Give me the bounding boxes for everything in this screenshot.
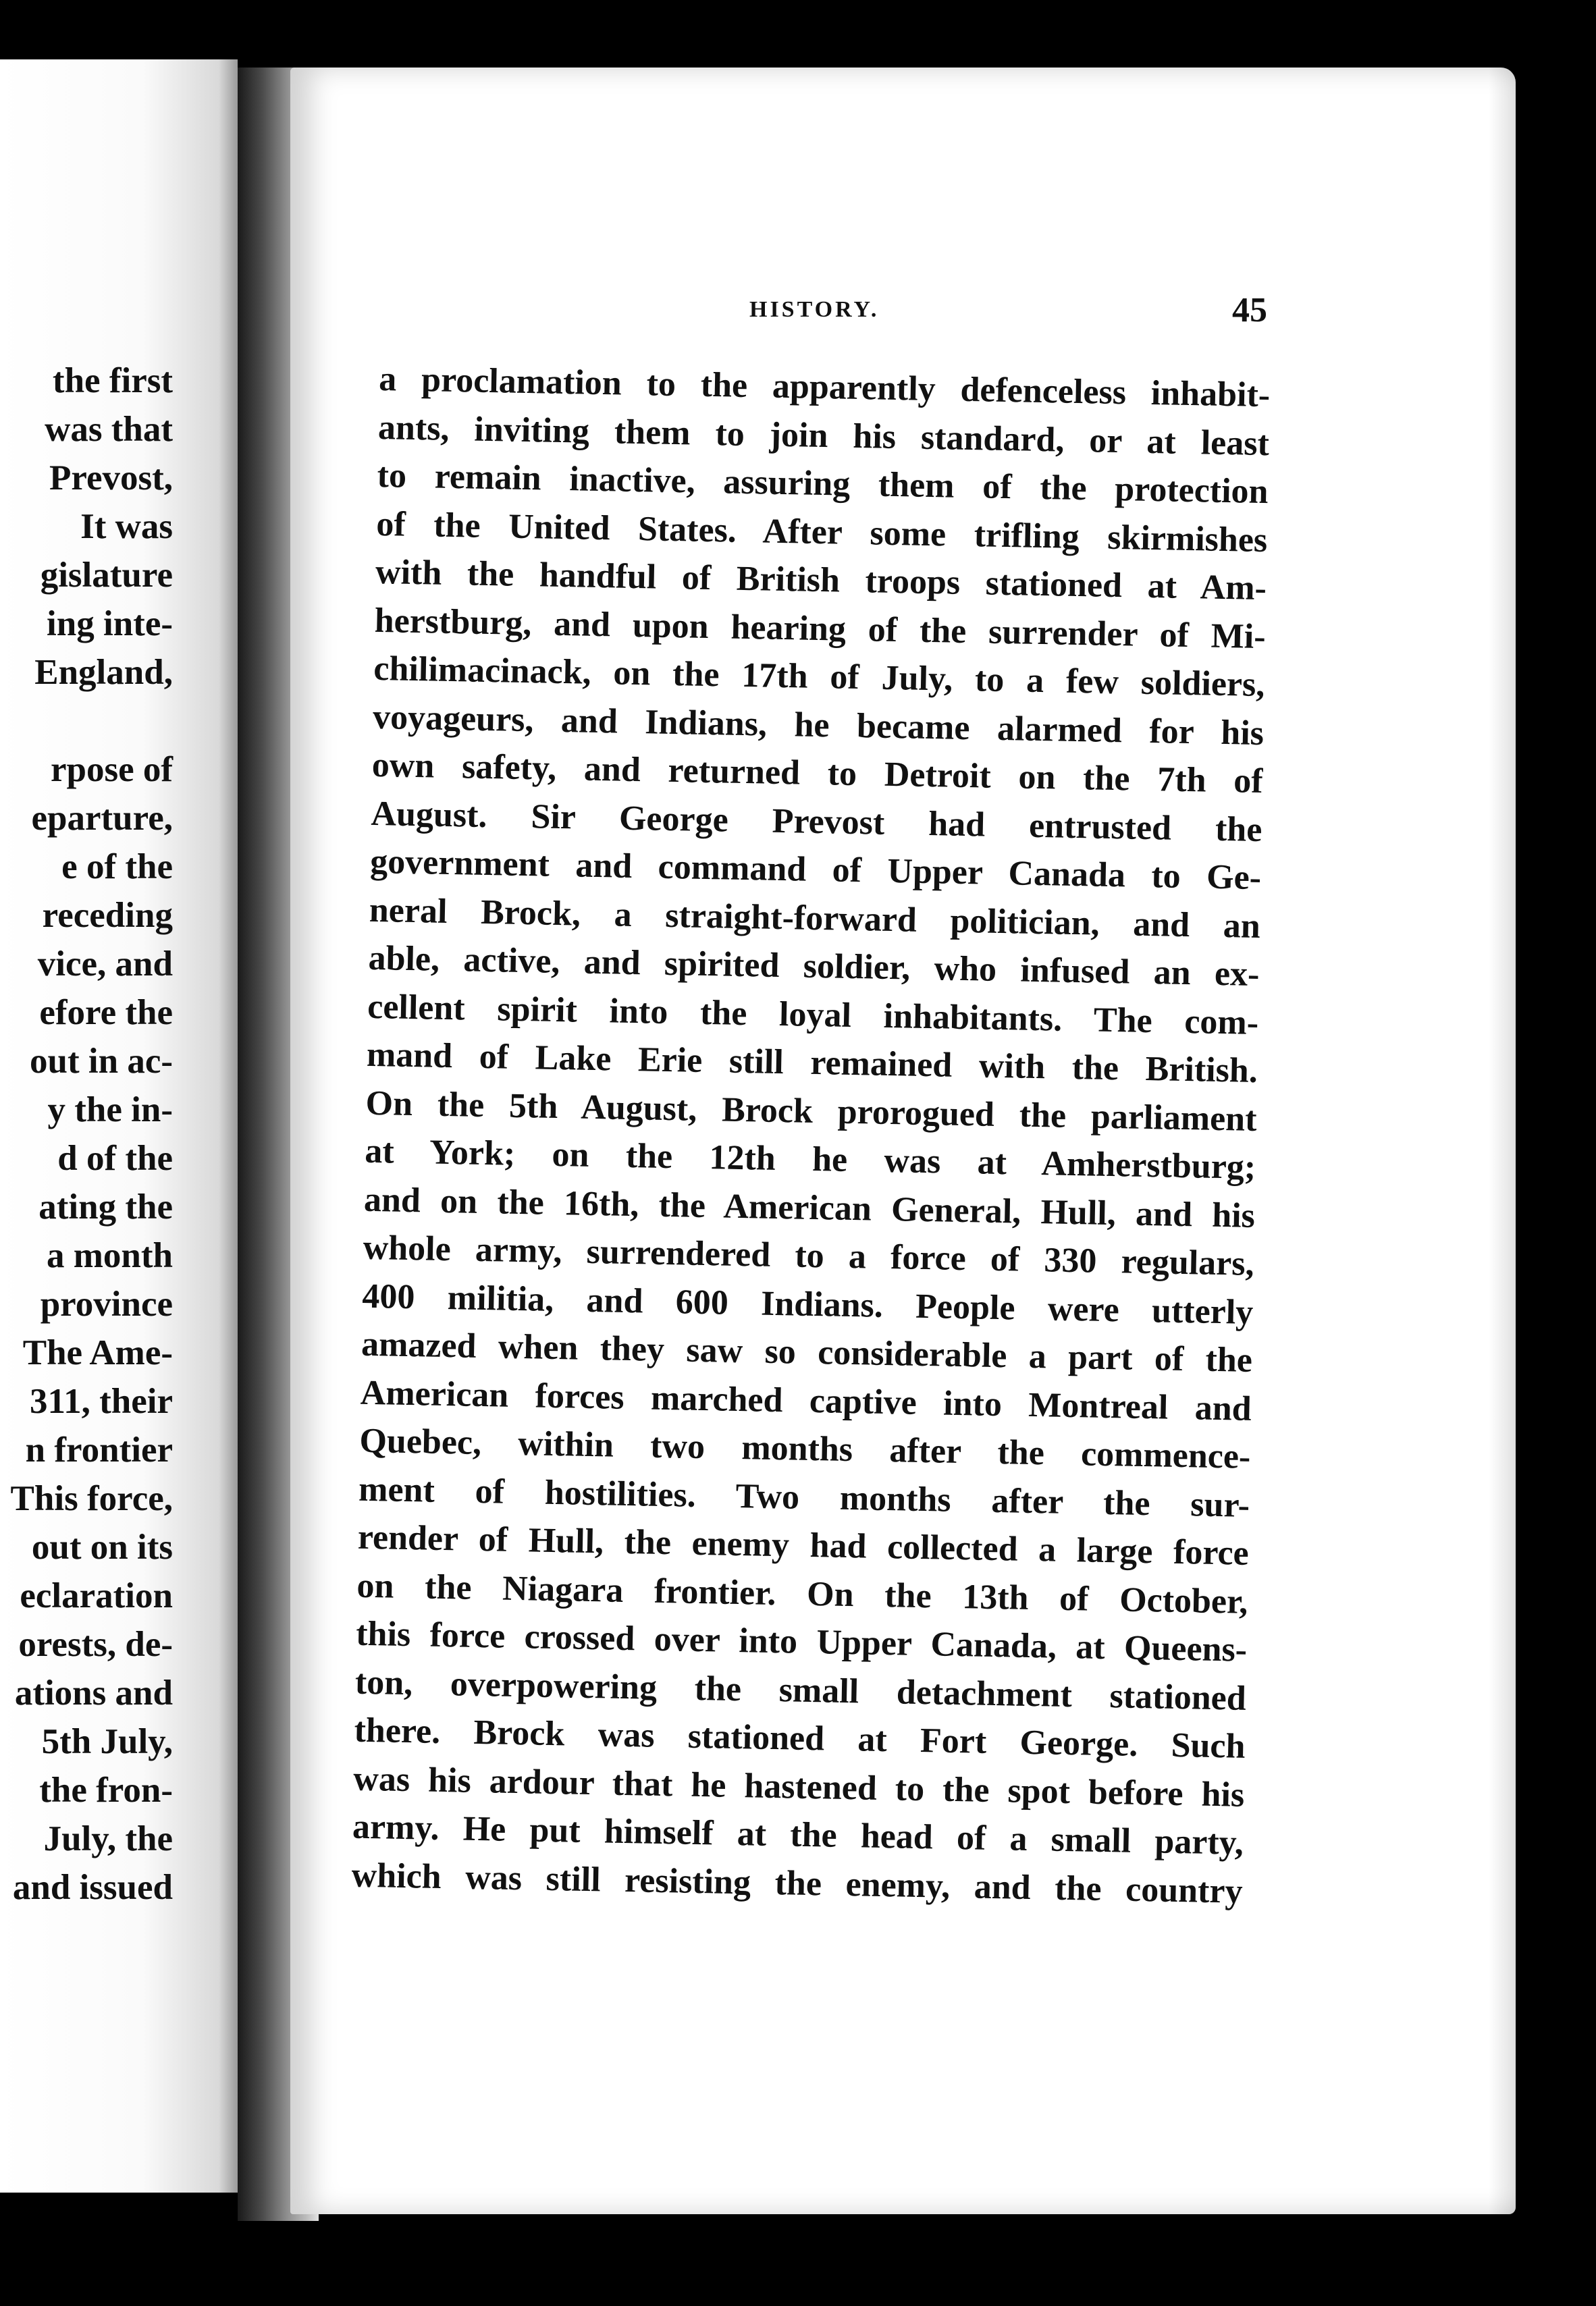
left-page-line: receding (42, 896, 173, 935)
text-line: amazed when they saw so considerable a part of the (361, 1324, 1253, 1380)
left-page-line: efore the (39, 993, 173, 1032)
left-page-line: 5th July, (41, 1722, 173, 1761)
left-page-line: n frontier (25, 1430, 173, 1470)
text-line: American forces marched captive into Montreal and (360, 1373, 1252, 1428)
left-page-line: rpose of (50, 750, 173, 789)
left-page-line: ations and (14, 1673, 173, 1713)
left-page-line: It was (80, 507, 173, 546)
text-line: on the Niagara frontier. On the 13th of October, (356, 1566, 1248, 1621)
text-line: voyageurs, and Indians, he became alarmed for his (372, 697, 1265, 753)
text-line: mand of Lake Erie still remained with the British. (366, 1035, 1258, 1091)
text-line: ants, inviting them to join his standard, or at least (377, 408, 1270, 463)
text-line: chilimacinack, on the 17th of July, to a few soldiers, (373, 649, 1265, 705)
page-number: 45 (1232, 291, 1267, 329)
text-line: there. Brock was stationed at Fort George. Such (354, 1711, 1246, 1766)
left-page-line: ing inte- (47, 604, 173, 643)
text-line: to remain inactive, assuring them of the protection (377, 456, 1269, 512)
left-page-line: Prevost, (49, 458, 173, 498)
text-line: at York; on the 12th he was at Amherstburg; (364, 1131, 1256, 1187)
left-page-line: orests, de- (18, 1625, 173, 1664)
left-page-line: the fron- (39, 1771, 173, 1810)
body-text (351, 355, 1271, 1916)
text-line: which was still resisting the enemy, and the country (351, 1856, 1244, 1911)
text-line: of the United States. After some trifling skirmishes (375, 504, 1268, 560)
text-line: herstburg, and upon hearing of the surrender of Mi- (374, 601, 1267, 656)
text-line: 400 militia, and 600 Indians. People were utterly (361, 1277, 1254, 1332)
text-line: August. Sir George Prevost had entrusted the (371, 794, 1262, 849)
left-page-text (11, 356, 173, 1912)
left-page-line: England, (34, 653, 173, 692)
text-line: a proclamation to the apparently defenceless inhabit- (378, 359, 1271, 415)
left-page-line: gislature (40, 556, 173, 595)
left-page-line: out in ac- (30, 1042, 173, 1081)
text-line: cellent spirit into the loyal inhabitants. The com- (367, 987, 1259, 1042)
text-line: neral Brock, a straight-forward politician, and an (369, 890, 1261, 946)
text-line: this force crossed over into Upper Canada, at Queens- (355, 1614, 1248, 1669)
left-page-line: The Ame- (22, 1333, 173, 1372)
left-page-line: ating the (38, 1187, 173, 1227)
left-page-line: vice, and (37, 944, 173, 984)
left-page-line: d of the (57, 1139, 173, 1178)
left-page-line: This force, (10, 1479, 173, 1518)
left-page-fragment (0, 59, 238, 2193)
left-page-line: y the in- (47, 1090, 173, 1129)
running-head (290, 291, 1516, 338)
left-page-line: a month (46, 1236, 173, 1275)
running-title: HISTORY. (749, 297, 880, 322)
left-page-line: July, the (43, 1819, 173, 1858)
text-line: government and command of Upper Canada to Ge- (369, 842, 1262, 898)
left-page-line: eclaration (20, 1576, 173, 1615)
left-page-line: eparture, (31, 799, 173, 838)
text-line: render of Hull, the enemy had collected a large force (357, 1518, 1250, 1573)
page-edge-shade (1489, 68, 1516, 2214)
text-line: able, active, and spirited soldier, who infused an ex- (368, 938, 1260, 994)
text-line: whole army, surrendered to a force of 330 regulars, (363, 1228, 1255, 1283)
text-line: with the handful of British troops stationed at Am- (375, 552, 1267, 608)
left-page-line: was that (45, 410, 173, 449)
text-line: ton, overpowering the small detachment stationed (354, 1663, 1247, 1718)
left-page-line: province (40, 1285, 173, 1324)
left-page-line: e of the (61, 847, 173, 886)
left-page-line: and issued (12, 1868, 173, 1907)
left-page-line: the first (52, 361, 173, 400)
text-line: own safety, and returned to Detroit on the 7th of (371, 745, 1264, 801)
left-page-line: 311, their (30, 1382, 173, 1421)
text-line: ment of hostilities. Two months after the sur- (358, 1470, 1250, 1525)
text-line: Quebec, within two months after the commence- (359, 1421, 1251, 1476)
main-page (290, 68, 1516, 2214)
text-line: was his ardour that he hastened to the spot before his (352, 1759, 1245, 1815)
text-line: army. He put himself at the head of a small party, (352, 1807, 1244, 1862)
text-line: and on the 16th, the American General, Hull, and his (363, 1180, 1256, 1235)
left-page-line: out on its (31, 1528, 173, 1567)
text-line: On the 5th August, Brock prorogued the parliament (365, 1083, 1257, 1139)
left-page-line (11, 697, 173, 745)
